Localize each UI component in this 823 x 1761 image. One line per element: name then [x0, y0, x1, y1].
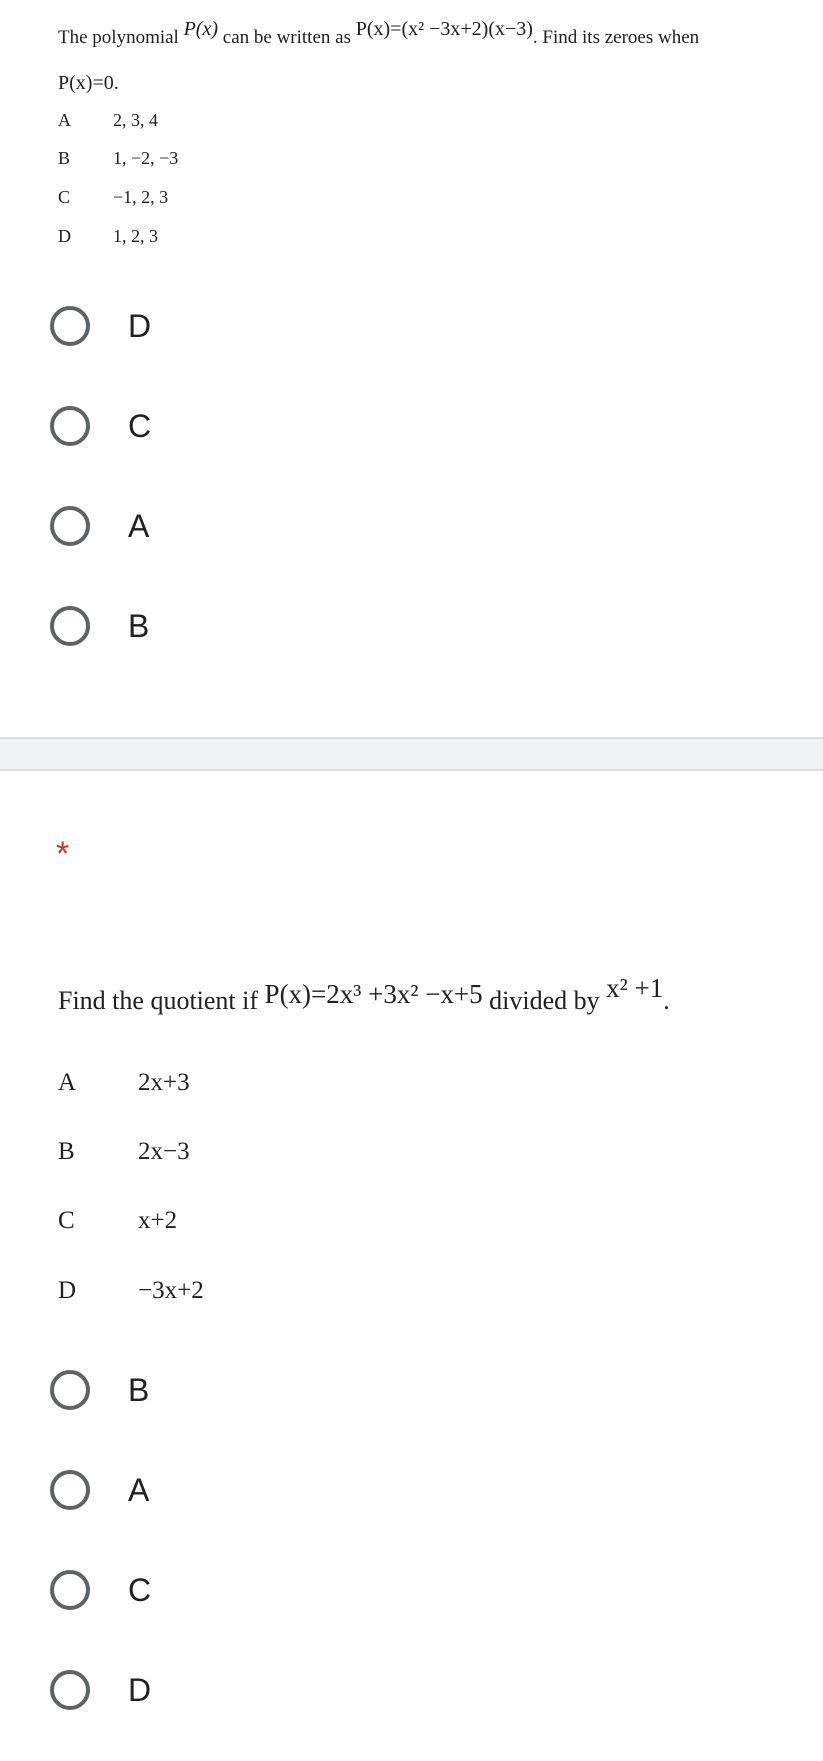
radio-button[interactable]	[50, 1470, 90, 1510]
q2-radio-option-4[interactable]	[50, 1666, 151, 1714]
q1-condition-tail: .	[113, 72, 119, 94]
q2-radio-option-1[interactable]	[50, 1366, 149, 1414]
q1-condition-line	[58, 68, 119, 98]
radio-label[interactable]: C	[128, 407, 152, 444]
q1-choice-c	[58, 187, 168, 208]
q1-choice-d	[58, 226, 158, 247]
choice-value: 2x−3	[138, 1138, 190, 1165]
q2-radio-option-2[interactable]	[50, 1466, 149, 1514]
choice-letter: D	[58, 1277, 77, 1304]
question-2-text	[58, 973, 670, 1016]
radio-label[interactable]: B	[128, 1371, 150, 1408]
radio-label[interactable]: A	[128, 507, 150, 544]
radio-button[interactable]	[50, 1370, 90, 1410]
q2-text-middle: divided by	[489, 986, 600, 1015]
choice-value: x+2	[138, 1207, 178, 1234]
q2-choice-a	[58, 1069, 190, 1097]
choice-value: −1, 2, 3	[113, 187, 169, 207]
radio-label[interactable]: A	[128, 1471, 150, 1508]
q2-text-after: .	[663, 986, 670, 1015]
radio-button[interactable]	[50, 1670, 90, 1710]
q1-expression: P(x)=(x² −3x+2)(x−3)	[355, 18, 533, 40]
q2-choice-b	[58, 1138, 190, 1166]
q2-divisor: x² +1	[606, 973, 664, 1003]
q2-expression: P(x)=2x³ +3x² −x+5	[264, 979, 483, 1009]
choice-value: 1, 2, 3	[113, 226, 158, 246]
radio-button[interactable]	[50, 506, 90, 546]
radio-label[interactable]: B	[128, 607, 150, 644]
radio-label[interactable]: D	[128, 1671, 152, 1708]
radio-button[interactable]	[50, 306, 90, 346]
choice-letter: C	[58, 187, 71, 207]
radio-button[interactable]	[50, 606, 90, 646]
choice-letter: D	[58, 226, 71, 246]
q1-text-middle: can be written as	[222, 27, 351, 48]
choice-value: 2, 3, 4	[113, 110, 158, 130]
q2-text-before: Find the quotient if	[58, 986, 259, 1015]
choice-letter: A	[58, 110, 71, 130]
choice-value: 2x+3	[138, 1069, 190, 1096]
q1-radio-option-2[interactable]	[50, 402, 151, 450]
required-asterisk: *	[56, 835, 70, 873]
q1-condition: P(x)=0	[58, 72, 114, 94]
radio-button[interactable]	[50, 1570, 90, 1610]
q1-radio-option-1[interactable]	[50, 302, 151, 350]
q2-radio-option-3[interactable]	[50, 1566, 151, 1614]
q1-choice-a	[58, 110, 158, 131]
q1-radio-option-3[interactable]	[50, 502, 149, 550]
choice-letter: A	[58, 1069, 77, 1096]
q1-text-before: The polynomial	[58, 27, 179, 48]
choice-letter: C	[58, 1207, 75, 1234]
choice-value: −3x+2	[138, 1277, 204, 1304]
radio-label[interactable]: C	[128, 1571, 152, 1608]
section-divider	[0, 737, 823, 771]
choice-value: 1, −2, −3	[113, 148, 179, 168]
q1-choice-b	[58, 148, 178, 169]
radio-label[interactable]: D	[128, 307, 152, 344]
q1-text-after: . Find its zeroes when	[532, 27, 700, 48]
q2-choice-d	[58, 1277, 204, 1305]
choice-letter: B	[58, 148, 71, 168]
q1-radio-option-4[interactable]	[50, 602, 149, 650]
q1-poly-name: P(x)	[183, 18, 219, 40]
radio-button[interactable]	[50, 406, 90, 446]
q2-choice-c	[58, 1207, 177, 1235]
choice-letter: B	[58, 1138, 75, 1165]
question-1-text	[58, 18, 818, 94]
